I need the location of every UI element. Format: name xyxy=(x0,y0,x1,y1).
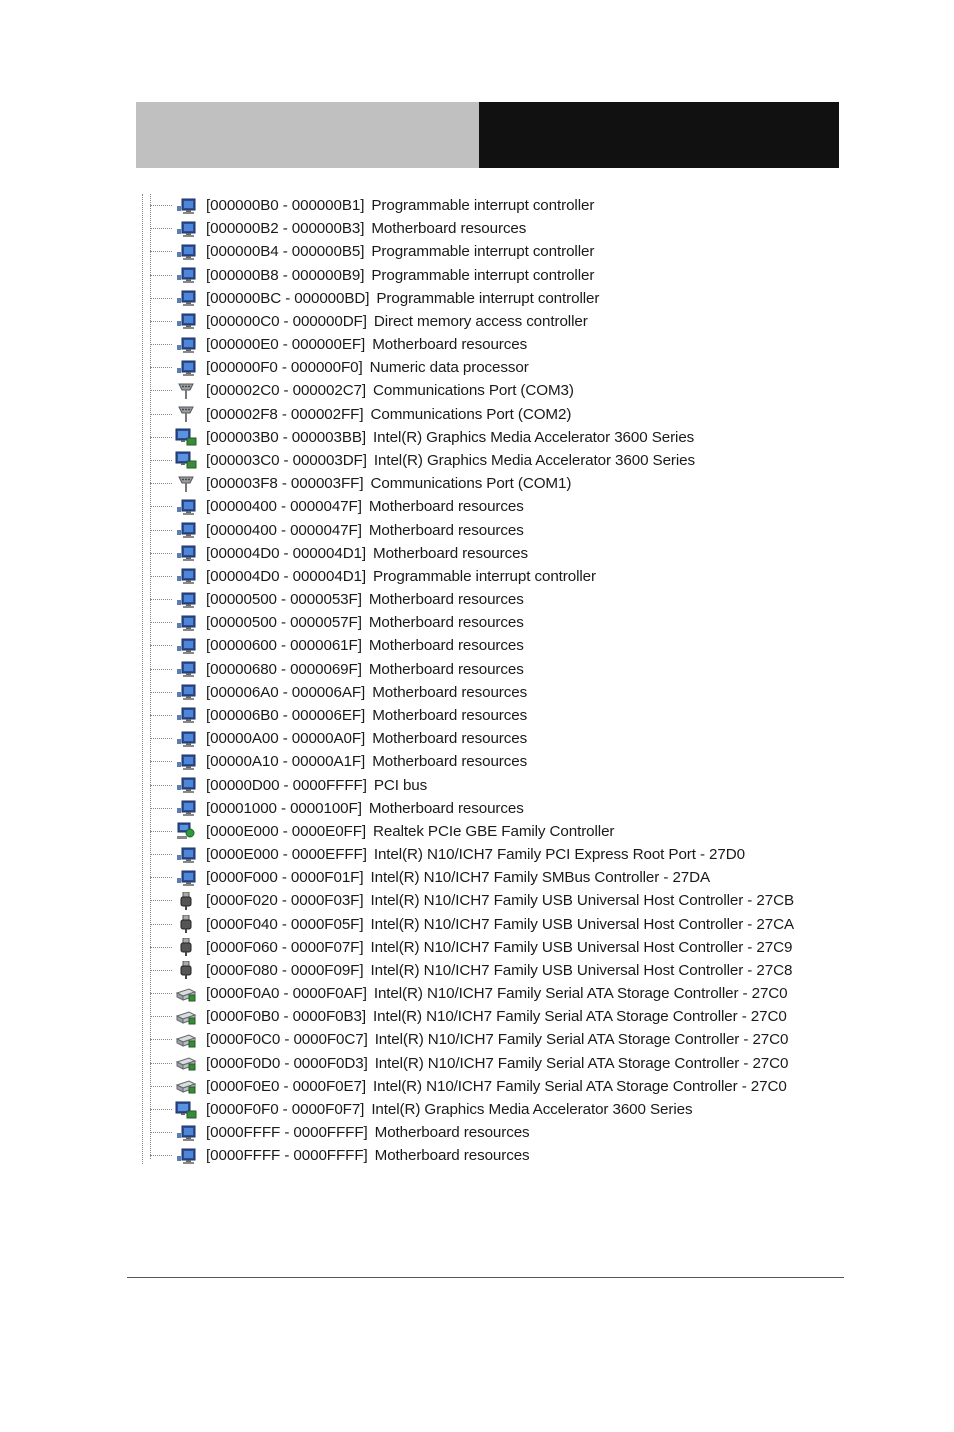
computer-icon xyxy=(174,1146,198,1166)
device-name: Intel(R) Graphics Media Accelerator 3600 Series xyxy=(371,1101,693,1119)
tree-connector xyxy=(150,251,172,252)
computer-icon xyxy=(174,752,198,772)
computer-icon xyxy=(174,868,198,888)
usb-icon xyxy=(174,960,198,980)
list-item[interactable] xyxy=(150,936,792,959)
list-item[interactable] xyxy=(150,1005,787,1028)
device-name: Programmable interrupt controller xyxy=(371,197,595,214)
device-name: Motherboard resources xyxy=(368,614,524,632)
resource-label xyxy=(206,522,524,539)
computer-icon xyxy=(174,613,198,633)
io-range: [0000FFFF - 0000FFFF] xyxy=(206,1124,368,1142)
tree-connector xyxy=(150,1109,172,1110)
resource-label xyxy=(206,382,574,399)
device-name: Motherboard resources xyxy=(372,753,528,771)
computer-icon xyxy=(174,311,198,331)
usb-icon xyxy=(174,891,198,911)
port-icon xyxy=(174,381,198,401)
computer-icon xyxy=(174,219,198,239)
io-range: [000000B4 - 000000B5] xyxy=(206,243,365,261)
device-name: Motherboard resources xyxy=(374,1147,530,1165)
list-item[interactable] xyxy=(150,704,527,727)
footer-divider xyxy=(127,1277,844,1278)
io-range: [0000F0A0 - 0000F0AF] xyxy=(206,985,367,1003)
resource-label xyxy=(206,1124,530,1141)
device-name: Motherboard resources xyxy=(368,498,524,516)
tree-connector xyxy=(150,576,172,577)
tree-connector xyxy=(150,1132,172,1133)
device-name: Intel(R) N10/ICH7 Family USB Universal Host Controller - 27C9 xyxy=(370,938,793,956)
resource-label xyxy=(206,637,524,654)
list-item[interactable] xyxy=(150,333,527,356)
device-name: Motherboard resources xyxy=(372,336,528,354)
list-item[interactable] xyxy=(150,982,788,1005)
computer-icon xyxy=(174,1123,198,1143)
io-range: [000000B8 - 000000B9] xyxy=(206,266,365,284)
list-item[interactable] xyxy=(150,681,527,704)
resource-label xyxy=(206,892,794,909)
io-range: [0000E000 - 0000EFFF] xyxy=(206,846,367,864)
io-range: [000000F0 - 000000F0] xyxy=(206,359,363,377)
device-name: Intel(R) N10/ICH7 Family PCI Express Root Port - 27D0 xyxy=(373,846,745,864)
tree-connector xyxy=(150,298,172,299)
tree-connector xyxy=(150,205,172,206)
io-range: [00000A10 - 00000A1F] xyxy=(206,753,366,771)
device-name: Programmable interrupt controller xyxy=(373,567,596,585)
tree-connector xyxy=(150,808,172,809)
resource-label xyxy=(206,846,745,863)
resource-label xyxy=(206,475,571,492)
list-item[interactable] xyxy=(150,194,594,217)
resource-label xyxy=(206,684,527,701)
tree-connector xyxy=(150,761,172,762)
resource-label xyxy=(206,313,588,330)
tree-connector xyxy=(150,877,172,878)
device-name: Intel(R) N10/ICH7 Family Serial ATA Storage Controller - 27C0 xyxy=(373,985,788,1003)
io-range: [00000500 - 0000057F] xyxy=(206,614,362,632)
io-range: [0000FFFF - 0000FFFF] xyxy=(206,1147,368,1165)
tree-connector xyxy=(150,506,172,507)
display-icon xyxy=(174,450,198,470)
device-name: Motherboard resources xyxy=(374,1124,530,1142)
device-name: Intel(R) Graphics Media Accelerator 3600 Series xyxy=(373,428,695,446)
computer-icon xyxy=(174,520,198,540)
device-name: Motherboard resources xyxy=(368,591,524,609)
io-range: [000003C0 - 000003DF] xyxy=(206,451,367,469)
computer-icon xyxy=(174,659,198,679)
tree-connector xyxy=(150,715,172,716)
io-resource-tree xyxy=(142,194,802,1166)
resource-label xyxy=(206,1031,788,1048)
device-name: Intel(R) N10/ICH7 Family Serial ATA Storage Controller - 27C0 xyxy=(374,1031,789,1049)
tree-connector xyxy=(150,344,172,345)
list-item[interactable] xyxy=(150,426,694,449)
list-item[interactable] xyxy=(150,1121,530,1144)
io-range: [0000F0E0 - 0000F0E7] xyxy=(206,1077,367,1095)
io-range: [000004D0 - 000004D1] xyxy=(206,544,367,562)
resource-label xyxy=(206,220,526,237)
tree-connector xyxy=(150,669,172,670)
computer-icon xyxy=(174,543,198,563)
port-icon xyxy=(174,404,198,424)
io-range: [000002C0 - 000002C7] xyxy=(206,382,367,400)
tree-connector xyxy=(150,437,172,438)
computer-icon xyxy=(174,288,198,308)
header-band-right xyxy=(479,102,839,168)
tree-connector xyxy=(150,367,172,368)
computer-icon xyxy=(174,497,198,517)
resource-label xyxy=(206,267,594,284)
device-name: Motherboard resources xyxy=(371,220,527,238)
device-name: Motherboard resources xyxy=(372,683,528,701)
io-range: [00000600 - 0000061F] xyxy=(206,637,362,655)
tree-connector xyxy=(150,1039,172,1040)
usb-icon xyxy=(174,914,198,934)
resource-label xyxy=(206,985,788,1002)
resource-label xyxy=(206,197,594,214)
list-item[interactable] xyxy=(150,403,571,426)
header-band-left xyxy=(136,102,479,168)
list-item[interactable] xyxy=(150,797,524,820)
computer-icon xyxy=(174,265,198,285)
list-item[interactable] xyxy=(150,1028,788,1051)
list-item[interactable] xyxy=(150,264,594,287)
io-range: [00001000 - 0000100F] xyxy=(206,799,362,817)
storage-icon xyxy=(174,984,198,1004)
device-name: Intel(R) N10/ICH7 Family SMBus Controller - 27DA xyxy=(370,869,711,887)
resource-label xyxy=(206,336,527,353)
tree-connector xyxy=(150,599,172,600)
tree-connector xyxy=(150,1063,172,1064)
tree-connector xyxy=(150,553,172,554)
device-name: Communications Port (COM2) xyxy=(370,405,572,423)
storage-icon xyxy=(174,1030,198,1050)
io-range: [000002F8 - 000002FF] xyxy=(206,405,364,423)
io-range: [00000400 - 0000047F] xyxy=(206,498,362,516)
tree-connector xyxy=(150,854,172,855)
storage-icon xyxy=(174,1007,198,1027)
resource-label xyxy=(206,452,695,469)
device-name: PCI bus xyxy=(373,776,428,794)
resource-label xyxy=(206,1078,787,1095)
list-item[interactable] xyxy=(150,519,524,542)
io-range: [00000A00 - 00000A0F] xyxy=(206,730,366,748)
io-range: [0000F040 - 0000F05F] xyxy=(206,915,364,933)
io-range: [000004D0 - 000004D1] xyxy=(206,567,367,585)
device-name: Numeric data processor xyxy=(369,359,529,377)
resource-label xyxy=(206,962,792,979)
resource-label xyxy=(206,730,527,747)
resource-label xyxy=(206,661,524,678)
list-item[interactable] xyxy=(150,750,527,773)
io-range: [000003F8 - 000003FF] xyxy=(206,475,364,493)
io-range: [00000400 - 0000047F] xyxy=(206,521,362,539)
resource-label xyxy=(206,406,571,423)
resource-label xyxy=(206,243,594,260)
resource-label xyxy=(206,800,524,817)
tree-connector xyxy=(150,390,172,391)
tree-connector xyxy=(150,785,172,786)
device-name: Intel(R) N10/ICH7 Family Serial ATA Storage Controller - 27C0 xyxy=(373,1077,787,1095)
device-name: Intel(R) N10/ICH7 Family Serial ATA Storage Controller - 27C0 xyxy=(374,1054,789,1072)
list-item[interactable] xyxy=(150,820,614,843)
list-item[interactable] xyxy=(150,542,528,565)
resource-label xyxy=(206,614,524,631)
resource-label xyxy=(206,591,524,608)
computer-icon xyxy=(174,242,198,262)
resource-label xyxy=(206,290,599,307)
device-name: Programmable interrupt controller xyxy=(371,266,595,284)
network-icon xyxy=(174,821,198,841)
io-range: [000000E0 - 000000EF] xyxy=(206,336,366,354)
list-item[interactable] xyxy=(150,959,792,982)
device-name: Communications Port (COM1) xyxy=(370,475,572,493)
tree-connector xyxy=(150,947,172,948)
device-name: Motherboard resources xyxy=(368,799,524,817)
resource-label xyxy=(206,916,794,933)
tree-connector xyxy=(150,993,172,994)
computer-icon xyxy=(174,358,198,378)
list-item[interactable] xyxy=(150,310,588,333)
io-range: [0000F000 - 0000F01F] xyxy=(206,869,364,887)
io-range: [0000E000 - 0000E0FF] xyxy=(206,822,367,840)
tree-connector xyxy=(150,1016,172,1017)
tree-connector xyxy=(150,924,172,925)
list-item[interactable] xyxy=(150,287,599,310)
io-range: [000000B0 - 000000B1] xyxy=(206,197,365,214)
list-item[interactable] xyxy=(150,472,571,495)
storage-icon xyxy=(174,1053,198,1073)
list-item[interactable] xyxy=(150,217,526,240)
resource-label xyxy=(206,869,710,886)
display-icon xyxy=(174,1100,198,1120)
list-item[interactable] xyxy=(150,774,427,797)
io-range: [0000F080 - 0000F09F] xyxy=(206,961,364,979)
computer-icon xyxy=(174,590,198,610)
computer-icon xyxy=(174,636,198,656)
tree-connector xyxy=(150,970,172,971)
resource-label xyxy=(206,753,527,770)
computer-icon xyxy=(174,705,198,725)
device-name: Direct memory access controller xyxy=(373,312,588,330)
device-name: Intel(R) N10/ICH7 Family Serial ATA Storage Controller - 27C0 xyxy=(373,1008,787,1026)
tree-connector xyxy=(150,622,172,623)
list-item[interactable] xyxy=(150,1075,787,1098)
tree-connector xyxy=(150,645,172,646)
io-range: [0000F0F0 - 0000F0F7] xyxy=(206,1101,365,1119)
port-icon xyxy=(174,474,198,494)
io-range: [000000B2 - 000000B3] xyxy=(206,220,365,238)
io-range: [0000F0C0 - 0000F0C7] xyxy=(206,1031,368,1049)
list-item[interactable] xyxy=(150,611,524,634)
device-name: Intel(R) N10/ICH7 Family USB Universal Host Controller - 27CA xyxy=(370,915,794,933)
tree-guide-line xyxy=(142,194,143,1164)
device-name: Motherboard resources xyxy=(372,730,528,748)
io-range: [000000C0 - 000000DF] xyxy=(206,312,367,330)
usb-icon xyxy=(174,937,198,957)
io-range: [000003B0 - 000003BB] xyxy=(206,428,367,446)
resource-label xyxy=(206,359,529,376)
io-range: [0000F0B0 - 0000F0B3] xyxy=(206,1008,367,1026)
io-range: [00000D00 - 0000FFFF] xyxy=(206,776,367,794)
tree-connector xyxy=(150,414,172,415)
list-item[interactable] xyxy=(150,866,710,889)
tree-connector xyxy=(150,738,172,739)
io-range: [000006B0 - 000006EF] xyxy=(206,706,366,724)
tree-connector xyxy=(150,831,172,832)
resource-label xyxy=(206,429,694,446)
computer-icon xyxy=(174,729,198,749)
tree-connector xyxy=(150,228,172,229)
tree-connector xyxy=(150,1086,172,1087)
computer-icon xyxy=(174,775,198,795)
display-icon xyxy=(174,427,198,447)
list-item[interactable] xyxy=(150,240,594,263)
computer-icon xyxy=(174,566,198,586)
computer-icon xyxy=(174,798,198,818)
resource-label xyxy=(206,498,524,515)
resource-label xyxy=(206,707,527,724)
list-item[interactable] xyxy=(150,727,527,750)
device-name: Intel(R) N10/ICH7 Family USB Universal Host Controller - 27CB xyxy=(370,892,794,910)
io-range: [00000680 - 0000069F] xyxy=(206,660,362,678)
resource-label xyxy=(206,1055,788,1072)
list-item[interactable] xyxy=(150,588,524,611)
resource-label xyxy=(206,568,596,585)
tree-connector xyxy=(150,483,172,484)
resource-label xyxy=(206,939,792,956)
device-name: Programmable interrupt controller xyxy=(376,289,600,307)
device-name: Programmable interrupt controller xyxy=(371,243,595,261)
list-item[interactable] xyxy=(150,843,745,866)
tree-connector xyxy=(150,900,172,901)
device-name: Motherboard resources xyxy=(368,637,524,655)
computer-icon xyxy=(174,335,198,355)
computer-icon xyxy=(174,196,198,216)
computer-icon xyxy=(174,682,198,702)
resource-label xyxy=(206,545,528,562)
resource-label xyxy=(206,1147,530,1164)
resource-label xyxy=(206,823,614,840)
list-item[interactable] xyxy=(150,449,695,472)
device-name: Motherboard resources xyxy=(368,660,524,678)
io-range: [0000F020 - 0000F03F] xyxy=(206,892,364,910)
tree-connector xyxy=(150,530,172,531)
tree-connector xyxy=(150,692,172,693)
storage-icon xyxy=(174,1076,198,1096)
tree-connector xyxy=(150,275,172,276)
resource-label xyxy=(206,777,427,794)
device-name: Intel(R) Graphics Media Accelerator 3600 Series xyxy=(373,451,695,469)
device-name: Intel(R) N10/ICH7 Family USB Universal Host Controller - 27C8 xyxy=(370,961,793,979)
computer-icon xyxy=(174,845,198,865)
io-range: [00000500 - 0000053F] xyxy=(206,591,362,609)
io-range: [000000BC - 000000BD] xyxy=(206,289,370,307)
list-item[interactable] xyxy=(150,658,524,681)
io-range: [0000F060 - 0000F07F] xyxy=(206,938,364,956)
io-range: [0000F0D0 - 0000F0D3] xyxy=(206,1054,368,1072)
list-item[interactable] xyxy=(150,913,794,936)
list-item[interactable] xyxy=(150,379,574,402)
device-name: Motherboard resources xyxy=(373,544,528,562)
tree-connector xyxy=(150,1155,172,1156)
list-item[interactable] xyxy=(150,634,524,657)
device-name: Communications Port (COM3) xyxy=(373,382,574,400)
list-item[interactable] xyxy=(150,565,596,588)
list-item[interactable] xyxy=(150,1098,692,1121)
resource-label xyxy=(206,1101,692,1118)
list-item[interactable] xyxy=(150,889,794,912)
list-item[interactable] xyxy=(150,1052,788,1075)
list-item[interactable] xyxy=(150,495,524,518)
list-item[interactable] xyxy=(150,1144,530,1167)
tree-connector xyxy=(150,321,172,322)
device-name: Motherboard resources xyxy=(372,706,528,724)
device-name: Realtek PCIe GBE Family Controller xyxy=(373,822,615,840)
list-item[interactable] xyxy=(150,356,529,379)
device-name: Motherboard resources xyxy=(368,521,524,539)
resource-label xyxy=(206,1008,787,1025)
tree-connector xyxy=(150,460,172,461)
io-range: [000006A0 - 000006AF] xyxy=(206,683,366,701)
